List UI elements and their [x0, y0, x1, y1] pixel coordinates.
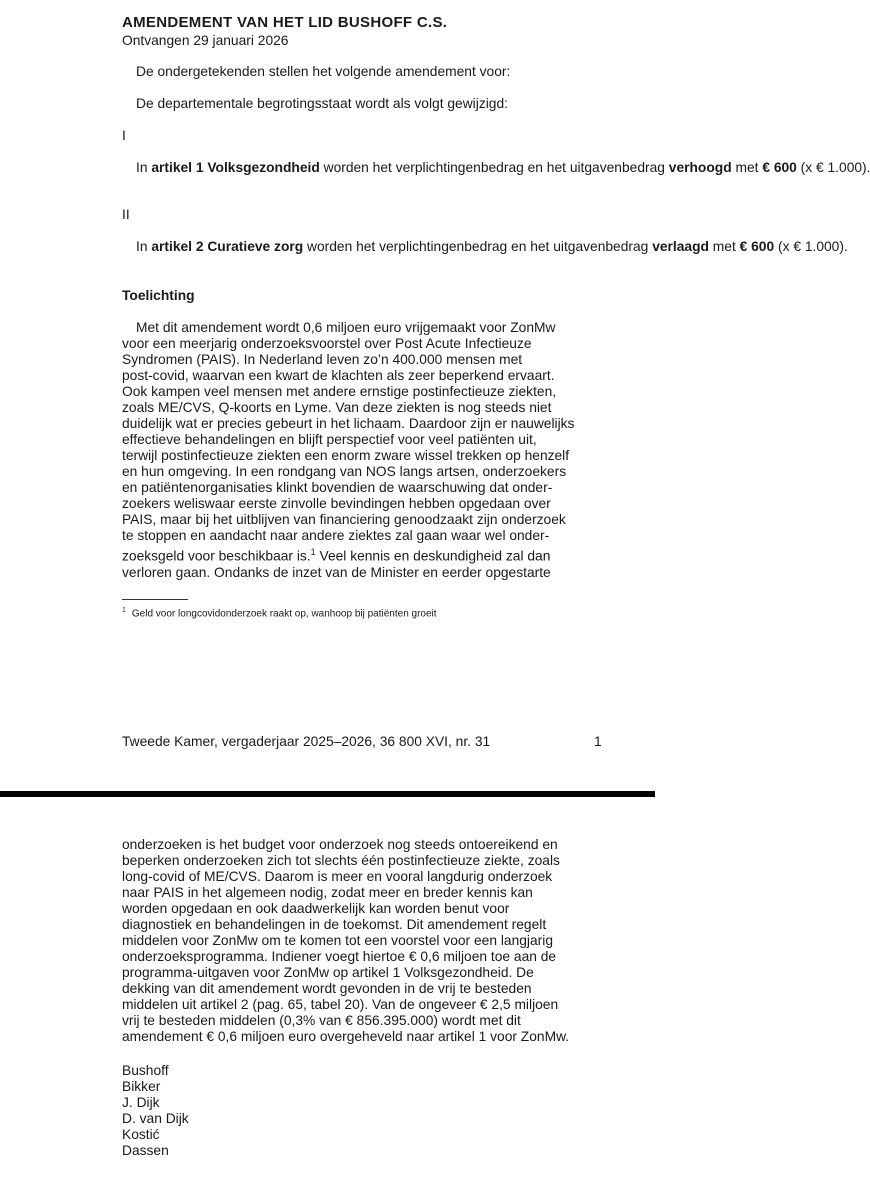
explanation-line: onderzoeken is het budget voor onderzoek nog steeds ontoereikend en	[122, 837, 558, 852]
footnote-divider	[122, 599, 188, 600]
explanation-line: naar PAIS in het algemeen nodig, zodat meer en breder kennis kan	[122, 885, 533, 900]
explanation-line: duidelijk wat er precies gebeurt in het lichaam. Daardoor zijn er nauwelijks	[122, 416, 575, 431]
explanation-line: beperken onderzoeken zich tot slechts één postinfectieuze ziekte, zoals	[122, 853, 560, 868]
explanation-text-page-1	[122, 320, 602, 581]
section-1-mid: worden het verplichtingenbedrag en het uitgavenbedrag	[319, 160, 669, 175]
explanation-heading: Toelichting	[122, 288, 195, 303]
section-1-paragraph: In artikel 1 Volksgezondheid worden het verplichtingenbedrag en het uitgavenbedrag verhoogd met € 600 (x € 1.000).	[136, 160, 870, 175]
explanation-line-with-footnote-ref: zoeksgeld voor beschikbaar is.$^1$ Veel kennis en deskundigheid zal dan	[122, 547, 551, 564]
explanation-line: verloren gaan. Ondanks de inzet van de Minister en eerder opgestarte	[122, 564, 551, 580]
explanation-line: Met dit amendement wordt 0,6 miljoen euro vrijgemaakt voor ZonMw	[136, 320, 556, 335]
explanation-line: en hun omgeving. In een rondgang van NOS langs artsen, onderzoekers	[122, 464, 567, 479]
explanation-line: diagnostiek en behandelingen in de toekomst. Dit amendement regelt	[122, 917, 547, 932]
explanation-line: Syndromen (PAIS). In Nederland leven zo’n 400.000 mensen met	[122, 352, 523, 367]
section-2-paragraph: In artikel 2 Curatieve zorg worden het verplichtingenbedrag en het uitgavenbedrag verlaagd met € 600 (x € 1.000).	[136, 239, 848, 254]
section-2-article: artikel 2 Curatieve zorg	[151, 239, 304, 254]
amendment-title: AMENDEMENT VAN HET LID BUSHOFF C.S.	[122, 14, 448, 31]
signers-list	[122, 1063, 602, 1159]
explanation-line: vrij te besteden middelen (0,3% van € 856.395.000) wordt met dit	[122, 1013, 521, 1028]
signer: Bikker	[122, 1079, 161, 1094]
explanation-line: voor een meerjarig onderzoeksvoorstel over Post Acute Infectieuze	[122, 336, 532, 351]
signer: Kostić	[122, 1127, 160, 1142]
explanation-text-page-2	[122, 837, 602, 1045]
document-page-2	[0, 797, 655, 1200]
section-1-action: verhoogd	[668, 160, 732, 175]
explanation-line: zoals ME/CVS, Q-koorts en Lyme. Van deze ziekten is nog steeds niet	[122, 400, 552, 415]
explanation-line: middelen voor ZonMw om te komen tot een voorstel voor een langjarig	[122, 933, 553, 948]
explanation-line: Ook kampen veel mensen met andere ernstige postinfectieuze ziekten,	[122, 384, 557, 399]
footnote-reference[interactable]: 1	[310, 547, 316, 557]
explanation-line: worden opgedaan en ook daadwerkelijk kan worden benut voor	[122, 901, 510, 916]
signer: Dassen	[122, 1143, 169, 1158]
explanation-line: amendement € 0,6 miljoen euro overgeheveld naar artikel 1 voor ZonMw.	[122, 1029, 570, 1044]
intro-paragraph-2: De departementale begrotingsstaat wordt als volgt gewijzigd:	[136, 96, 508, 111]
explanation-line: long-covid of ME/CVS. Daarom is meer en vooral langdurig onderzoek	[122, 869, 553, 884]
footnote-text: Geld voor longcovidonderzoek raakt op, wanhoop bij patiënten groeit	[131, 608, 437, 620]
explanation-line: post-covid, waarvan een kwart de klachten als zeer beperkend ervaart.	[122, 368, 555, 383]
section-2-action: verlaagd	[652, 239, 709, 254]
section-2-mid: worden het verplichtingenbedrag en het uitgavenbedrag	[303, 239, 653, 254]
intro-paragraph-1: De ondergetekenden stellen het volgende amendement voor:	[136, 64, 511, 79]
explanation-line: en patiëntenorganisaties klinkt bovendien de waarschuwing dat onder-	[122, 480, 553, 495]
page-number: 1	[594, 734, 602, 749]
explanation-line: programma-uitgaven voor ZonMw op artikel 1 Volksgezondheid. De	[122, 965, 534, 980]
signer: Bushoff	[122, 1063, 169, 1078]
footnote	[122, 605, 437, 620]
explanation-line: zoekers weliswaar eerste zinvolle bevindingen hebben opgedaan over	[122, 496, 551, 511]
section-numeral-1: I	[122, 128, 126, 143]
explanation-line: terwijl postinfectieuze ziekten een enorm zware wissel trekken op henzelf	[122, 448, 570, 463]
received-date: Ontvangen 29 januari 2026	[122, 33, 289, 48]
signer: D. van Dijk	[122, 1111, 189, 1126]
footnote-mark: 1	[122, 607, 126, 614]
section-1-amount: € 600	[762, 160, 797, 175]
signer: J. Dijk	[122, 1095, 160, 1110]
section-numeral-2: II	[122, 207, 130, 222]
section-2-amount: € 600	[739, 239, 775, 254]
explanation-line: te stoppen en aandacht naar andere ziektes zal gaan waar wel onder-	[122, 528, 550, 543]
section-1-article: artikel 1 Volksgezondheid	[151, 160, 320, 175]
explanation-line: middelen uit artikel 2 (pag. 65, tabel 20). Van de ongeveer € 2,5 miljoen	[122, 997, 559, 1012]
explanation-line: effectieve behandelingen en blijft perspectief voor veel patiënten uit,	[122, 432, 537, 447]
explanation-line: onderzoeksprogramma. Indiener voegt hiertoe € 0,6 miljoen toe aan de	[122, 949, 557, 964]
explanation-line: PAIS, maar bij het uitblijven van financiering genoodzaakt zijn onderzoek	[122, 512, 566, 527]
page-footer-citation: Tweede Kamer, vergaderjaar 2025–2026, 36 800 XVI, nr. 31	[122, 734, 491, 749]
explanation-line: dekking van dit amendement wordt gevonden in de vrij te besteden	[122, 981, 532, 996]
